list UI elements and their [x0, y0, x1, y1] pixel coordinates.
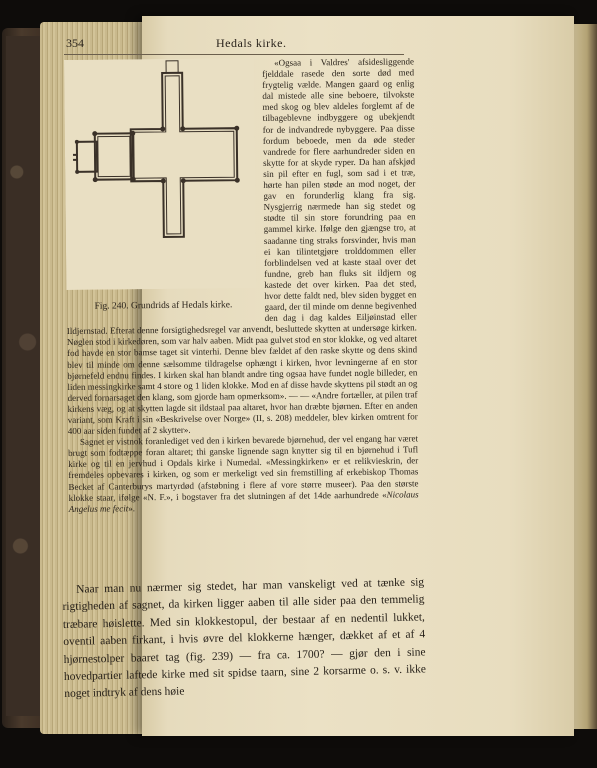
facing-page-edge [572, 24, 597, 729]
marbled-cover [6, 36, 42, 716]
page-number: 354 [66, 36, 84, 50]
figure-240 [64, 58, 257, 318]
bell-inscription: Nicolaus Angelus me fecit [68, 488, 419, 514]
main-text-block [62, 574, 426, 703]
running-title: Hedals kirke. [216, 36, 287, 50]
main-paragraph: Naar man nu nærmer sig stedet, har man vanskeligt ved at tænke sig rigtigheden af sagnet, da kirken ligger aaben til alle sider paa den temmelig træbare høislette. Med sin klokkestopul, der bestaar af en nedentil lukket, oventil aaben firkant, i hvis øvre del klokkerne hænger, dækket af et af 4 hjørnestolper baaret tag (fig. 239) — fra ca. 1700? — gjør den i sine hovedpartier laftede kirke med sit spidse taarn, sine 2 korsarme o. s. v. ikke noget indtryk af dens høie [62, 576, 427, 701]
floor-plan-drawing [64, 58, 256, 290]
commentary-end: ». [128, 503, 135, 514]
legend-paragraph: «Ogsaa i Valdres' afsidesliggende fjelddale rasede den sorte død med frygtelig vælde. Mangen gaard og enlig dal mistede alle sine beboere, tilvokste med skog og blev aldeles forglemt af de tilbageblevne indbyggere og ubekjendt for de indvandrede nybyggere. Paa disse fordum beboede, men da øde steder vandrede for flere aarhundreder siden en skytte for at skyde ryper. Da han afskjød sin pil efter en fugl, som sad i et træ, hørte han pilen støde an mod noget, der gav en forunderlig klang fra sig. Nysgjerrig nærmede han sig stedet og stødte til sin store forundring paa en gammel kirke. Ifølge den gjængse tro, at saadanne ting straks forsvinder, hvis man ei kan tilintetgjøre trolddommen eller forblindelsen ved at kaste staal over det fundne, greb han fluks sit ildjern og kastede det over kirken. Paa det sted, hvor dette faldt ned, blev siden bygget en gaard, der til minde om denne begivenhed den dag i dag kaldes Eiljøinstad eller Ildjernstad. Efterat denne forsigtighedsregel var anvendt, besluttede skytten at undersøge kirken. Nøglen stod i kirkedøren, som var halv aaben. Midt paa gulvet stod en stor klokke, og ved altaret fod havde en stor bamse taget sit vinterhi. Denne blev fældet af den raske skytte og dens skind blev til minde om denne sælsomme tildragelse ophængt i kirken, hvor levningerne af en stor bjørnefeld endnu findes. I kirken skal han blandt andre ting ogsaa have fundet nogle billeder, en liden messingkirke samt 4 store og 1 liden klokke. Mod en af disse havde skyttens pil stødt an og derved fornarsaget den klang, som gjorde ham opmerksom». — — «Andre fortæller, at pilen traf kirkens væg, og at skytten lagde sit ildstaal paa altaret, hvor han dræbte bjørnen. Efter en anden variant, som Kraft i sin «Beskrivelse over Norge» (II, s. 208) meddeler, blev kirken omtrent for 400 aar siden fundet af 2 skytter». [66, 56, 418, 437]
figure-caption: Fig. 240. Grundrids af Hedals kirke. [94, 300, 233, 312]
legend-commentary [68, 434, 419, 515]
legend-text-block [64, 56, 419, 514]
commentary-text: Sagnet er vistnok foranlediget ved den i kirken bevarede bjørnehud, der vel engang har været brugt som fodtæppe foran altaret; thi ganske lignende sagn knytter sig til en bjørnehud i Tufl kirke og til en jervhud i Opdals kirke i Numedal. «Messingkirken» er et relikvieskrin, der fremdeles opbevares i kirken, og som er merkeligt ved sin fremstilling af erkebiskop Thomas Becket af Canterburys martyrdød (afstøbning i flere af vore større museer). Paa den største klokke staar, ifølge «N. F.», i bogstaver fra det slutningen af det 14de aarhundrede « [68, 433, 419, 503]
running-header [64, 34, 404, 55]
